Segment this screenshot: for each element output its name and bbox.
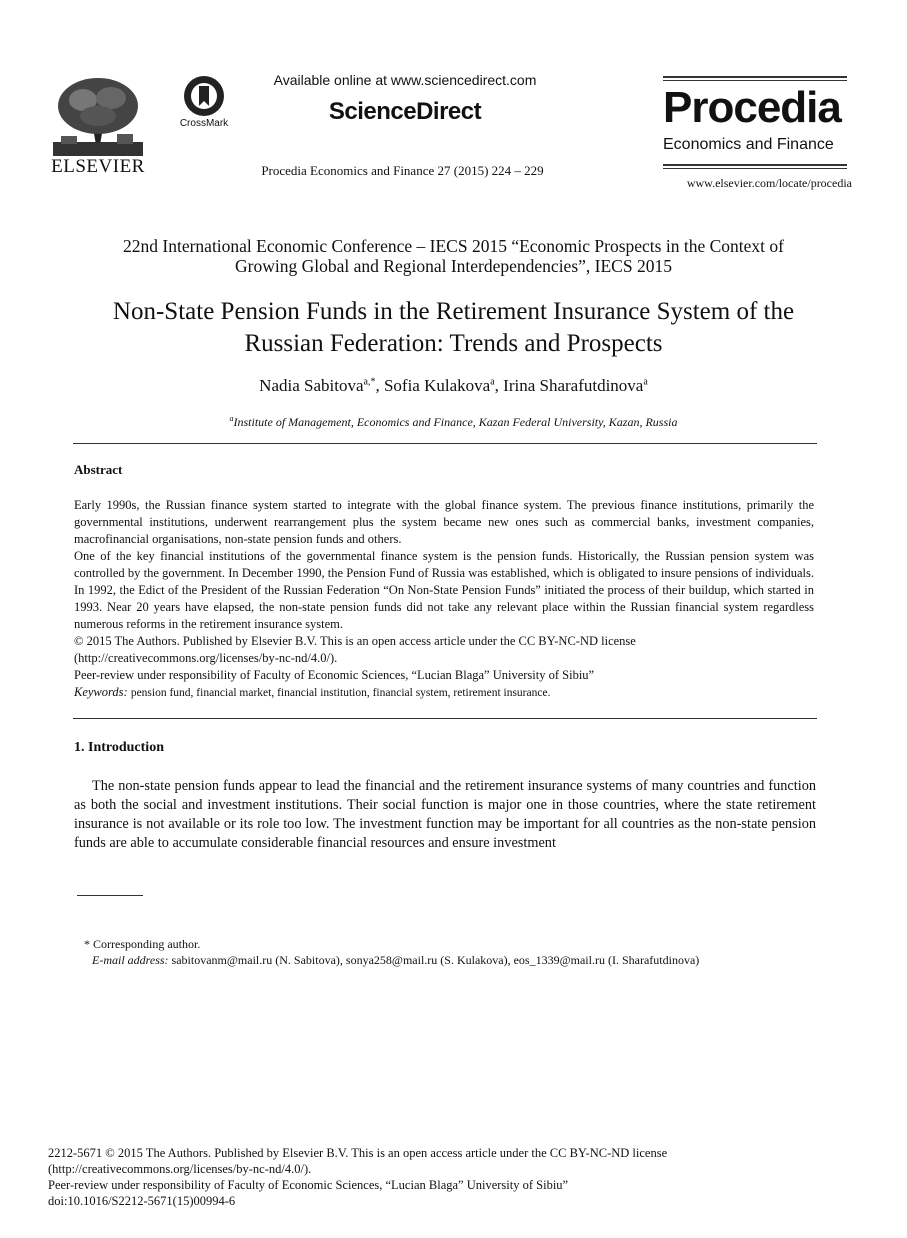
keywords-label: Keywords:	[74, 685, 128, 699]
title-line-1: Non-State Pension Funds in the Retirement Insurance System of the	[112, 298, 795, 325]
procedia-logo: Procedia	[663, 83, 841, 132]
author-name: Nadia Sabitova	[259, 376, 364, 395]
keywords-value: pension fund, financial market, financial institution, financial system, retirement insurance.	[130, 687, 551, 699]
footer-peer-review: Peer-review under responsibility of Faculty of Economic Sciences, “Lucian Blaga” University of Sibiu”	[48, 1178, 569, 1192]
article-title	[55, 296, 852, 360]
abstract-paragraph-2: One of the key financial institutions of the governmental finance system is the pension funds. Historically, the Russian pension system was controlled by the government. In December 1990, the Pension Fund of Russia was established, which is obligated to insure pensions of individuals. In 1992, the Edict of the President of the Russian Federation “On Non-State Pension Funds” initiated the process of their buildup, which started in 1993. Near 20 years have elapsed, the non-state pension funds did not take any relevant place within the Russian financial system regardless numerous reforms in the retirement insurance system.	[74, 549, 814, 631]
author-mark: a	[643, 376, 648, 388]
footer-issn-line: 2212-5671 © 2015 The Authors. Published by Elsevier B.V. This is an open access article under the CC BY-NC-ND license	[48, 1146, 668, 1160]
author-separator: ,	[494, 376, 504, 395]
keywords-line	[74, 684, 814, 702]
peer-review-note: Peer-review under responsibility of Faculty of Economic Sciences, “Lucian Blaga” University of Sibiu”	[74, 668, 595, 682]
conference-line-1: 22nd International Economic Conference – IECS 2015 “Economic Prospects in the Context of	[123, 236, 784, 256]
affiliation-mark: a	[229, 414, 234, 423]
procedia-top-rule	[663, 76, 847, 78]
footer-doi[interactable]: doi:10.1016/S2212-5671(15)00994-6	[48, 1194, 236, 1208]
divider-top	[73, 443, 817, 444]
conference-line-2: Growing Global and Regional Interdependencies”, IECS 2015	[235, 256, 672, 276]
page-footer	[48, 1145, 848, 1209]
procedia-top-rule-thin	[663, 80, 847, 81]
email-label: E-mail address:	[92, 953, 169, 967]
introduction-text: The non-state pension funds appear to lead the financial and the retirement insurance systems of many countries and function as both the social and investment institutions. Their social function is major one in those countries, where the state retirement insurance is not available or its role too low. The investment function may be important for all countries as the non-state pension funds are able to accumulate considerable financial resources and ensure investment	[74, 778, 816, 851]
author-mark: a	[490, 376, 495, 388]
email-addresses: sabitovanm@mail.ru (N. Sabitova), sonya258@mail.ru (S. Kulakova), eos_1339@mail.ru (I. Sharafutdinova)	[171, 953, 700, 967]
copyright-line-1: © 2015 The Authors. Published by Elsevier B.V. This is an open access article under the CC BY-NC-ND license	[74, 634, 636, 648]
title-line-2: Russian Federation: Trends and Prospects	[244, 330, 663, 357]
sciencedirect-logo[interactable]: ScienceDirect	[328, 98, 482, 125]
procedia-bottom-rule	[663, 164, 847, 166]
author-list	[60, 376, 847, 396]
author-name: Sofia Kulakova	[383, 376, 491, 395]
journal-citation: Procedia Economics and Finance 27 (2015) 224 – 229	[261, 163, 544, 178]
corresponding-author-note: * Corresponding author.	[84, 937, 201, 951]
footer-license-link[interactable]: (http://creativecommons.org/licenses/by-nc-nd/4.0/).	[48, 1162, 312, 1176]
available-online-text: Available online at www.sciencedirect.com	[273, 72, 537, 88]
section-heading-introduction: 1. Introduction	[74, 740, 164, 755]
author-separator: ,	[375, 376, 384, 395]
crossmark-label: CrossMark	[179, 118, 229, 129]
divider-bottom	[73, 718, 817, 719]
crossmark-icon[interactable]	[180, 74, 228, 122]
elsevier-wordmark: ELSEVIER	[51, 156, 145, 177]
abstract-body	[74, 497, 814, 702]
elsevier-tree-logo	[53, 76, 143, 158]
email-line	[84, 952, 824, 968]
author-mark: a,*	[363, 376, 376, 388]
license-link[interactable]: (http://creativecommons.org/licenses/by-nc-nd/4.0/).	[74, 651, 338, 665]
abstract-heading: Abstract	[74, 462, 123, 477]
affiliation-text: Institute of Management, Economics and Finance, Kazan Federal University, Kazan, Russia	[233, 415, 678, 429]
affiliation	[60, 414, 847, 430]
author-name: Irina Sharafutdinova	[503, 376, 644, 395]
journal-url-link[interactable]: www.elsevier.com/locate/procedia	[686, 176, 852, 190]
abstract-paragraph-1: Early 1990s, the Russian finance system started to integrate with the global finance system. The previous finance institutions, primarily the governmental institutions, underwent rearrangement plus the system became new ones such as commercial banks, investment companies, macrofinancial organisations, non-state pension funds and others.	[74, 498, 814, 546]
procedia-bottom-rule-thin	[663, 168, 847, 169]
footnote-rule	[77, 895, 143, 896]
procedia-subtitle: Economics and Finance	[663, 136, 834, 153]
conference-info	[60, 236, 847, 276]
footnote	[84, 936, 824, 968]
